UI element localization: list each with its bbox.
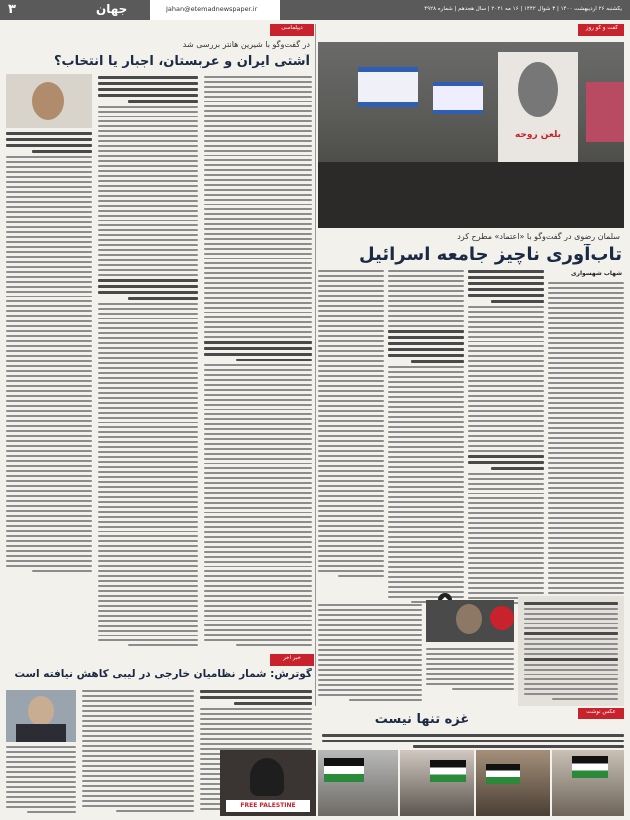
bottom-title: غزه تنها نیست: [374, 712, 470, 727]
feature-photo-1: [220, 750, 316, 816]
feature-photo-5: [552, 750, 624, 816]
bottom-section-label: عکس نوشت: [586, 709, 616, 715]
photo-poster: [586, 82, 624, 142]
feature-photo-4: [476, 750, 550, 816]
main-body-col-1: [548, 282, 624, 604]
left-top-kicker: در گفت‌وگو با شیرین هانتر بررسی شد: [182, 40, 310, 49]
feature-photo-2-flag: [324, 758, 364, 782]
news-agency-logo: [490, 606, 514, 630]
guterres-photo: [6, 690, 76, 742]
date-line: یکشنبه ۲۶ اردیبهشت ۱۴۰۰ | ۳ شوال ۱۴۴۲ | ۱۶ مه ۲۰۲۱ | سال هجدهم | شماره ۴۹۲۸: [424, 6, 622, 12]
guterres-head: [28, 696, 54, 726]
left-top-col-b: [98, 76, 198, 646]
main-section-tag-label: گفت و گو روز: [585, 25, 619, 31]
website: Jahan@etemadnewspaper.ir: [166, 5, 258, 13]
left-bottom-section-label: خبر آخر: [283, 655, 301, 661]
left-top-col-c: [204, 76, 312, 646]
feature-photo-1-person: [250, 758, 284, 796]
left-bottom-title: گوترش: شمار نظامیان خارجی در لیبی کاهش نیافته است: [14, 668, 312, 680]
main-kicker: سلمان رضوی در گفت‌وگو با «اعتماد» مطرح کرد: [457, 232, 620, 241]
main-photo: [318, 42, 624, 228]
page-number: ۳: [8, 2, 16, 17]
photo-flag-1: [358, 67, 418, 107]
section-name: جهان: [96, 2, 128, 16]
left-bottom-col-a: [6, 746, 76, 816]
main-title: تاب‌آوری ناچیز جامعه اسرائیل: [358, 244, 622, 265]
feature-photo-4-flag: [486, 764, 520, 784]
main-author: شهاب شهسواری: [571, 270, 622, 277]
photo-flag-2: [433, 82, 483, 114]
left-top-col-a: [6, 132, 92, 572]
sign-text: بلعن روحه: [514, 130, 562, 140]
feature-photo-2: [318, 750, 398, 816]
main-body-col-4: [318, 270, 384, 582]
highlight-box: [518, 596, 624, 706]
hunter-head: [32, 82, 64, 120]
left-top-photo: [6, 74, 92, 128]
photo-crowd: [318, 162, 624, 228]
feature-photo-5-flag: [572, 756, 608, 778]
interviewee-head: [456, 604, 482, 634]
interviewee-bio: [426, 648, 514, 704]
bottom-caption: [322, 734, 624, 748]
left-bottom-col-b: [82, 690, 194, 816]
photo-sign: [498, 52, 578, 162]
main-body-col-3: [388, 270, 464, 604]
guterres-suit: [16, 724, 66, 742]
main-body-col-2: [468, 270, 544, 604]
feature-photo-3-flag: [430, 760, 466, 782]
left-top-title: آشتی ایران و عربستان، اجبار یا انتخاب؟: [54, 54, 310, 69]
left-top-section-label: دیپلماسی: [281, 25, 303, 31]
sign-face: [518, 62, 558, 117]
feature-photo-1-banner: FREE PALESTINE: [226, 800, 310, 812]
main-body-tail: [318, 604, 422, 704]
column-divider: [315, 24, 316, 706]
feature-photo-3: [400, 750, 474, 816]
